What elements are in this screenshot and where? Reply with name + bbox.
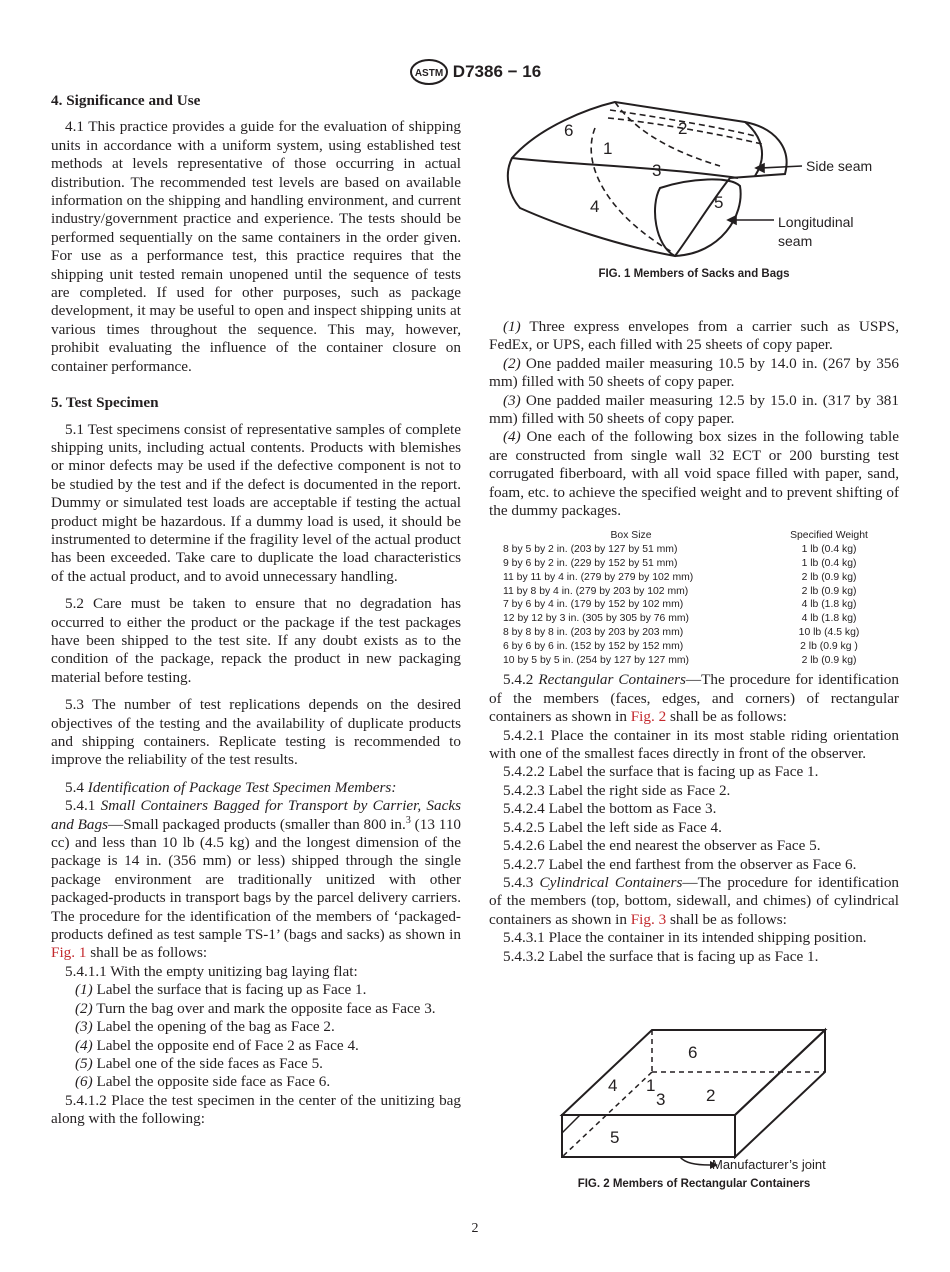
list-item xyxy=(51,1018,461,1036)
item-text: Label one of the side faces as Face 5. xyxy=(92,1054,323,1072)
item-number: (2) xyxy=(503,354,521,372)
box-size-cell: 10 by 5 by 5 in. (254 by 127 by 127 mm) xyxy=(503,654,689,666)
long-seam-arrowhead-icon xyxy=(728,216,736,224)
item-number: (5) xyxy=(75,1054,93,1072)
list-item xyxy=(489,392,899,429)
item-number: (2) xyxy=(75,999,93,1017)
face-1-label: 1 xyxy=(603,139,613,158)
item-number: (1) xyxy=(503,318,521,335)
section-4-heading: 4. Significance and Use xyxy=(51,92,201,109)
weight-cell: 2 lb (0.9 kg ) xyxy=(800,640,858,652)
joint-flap-line xyxy=(562,1115,580,1133)
box-size-cell: 8 by 8 by 8 in. (203 by 203 by 203 mm) xyxy=(503,627,684,639)
longitudinal-seam-label-1: Longitudinal xyxy=(778,214,854,230)
paragraph-5-1: 5.1 Test specimens consist of representative samples of complete shipping units, including actual contents. Products with blemishes or minor defects may be used if the defective component is not to be studied by the test and if the defect is documented in the report. Dummy or simulated test loads are acceptable if testing the actual product might be hazardous. If a dummy load is used, it should be instrumented to determine if the fragility level of the actual product has been exceeded. Take care to duplicate the load characteristics of the actual product, and to avoid unnecessary handling. xyxy=(51,420,461,585)
fig-3-link[interactable]: Fig. 3 xyxy=(630,910,667,928)
face-3-label: 3 xyxy=(652,161,662,180)
list-item xyxy=(51,1037,461,1055)
weight-cell: 4 lb (1.8 kg) xyxy=(801,613,857,625)
bag-outline xyxy=(508,102,787,256)
list-item xyxy=(51,981,461,999)
box-size-cell: 9 by 6 by 2 in. (229 by 152 by 51 mm) xyxy=(503,558,678,570)
page-header xyxy=(0,58,950,86)
box-size-cell: 6 by 6 by 6 in. (152 by 152 by 152 mm) xyxy=(503,640,684,652)
joint-leader-line xyxy=(680,1157,710,1165)
step-item: 5.4.2.1 Place the container in its most stable riding orientation with one of the smallest faces directly in front of the observer. xyxy=(489,726,899,763)
item-text: Label the opening of the bag as Face 2. xyxy=(92,1018,335,1036)
weight-cell: 2 lb (0.9 kg) xyxy=(801,571,857,583)
face-1-label: 1 xyxy=(646,1076,656,1095)
weight-cell: 2 lb (0.9 kg) xyxy=(801,654,857,666)
step-item: 5.4.3.1 Place the container in its intended shipping position. xyxy=(503,929,867,947)
weight-cell: 2 lb (0.9 kg) xyxy=(801,585,857,597)
item-text: One padded mailer measuring 10.5 by 14.0 in. (267 by 356 mm) filled with 50 sheets of copy paper. xyxy=(489,354,899,391)
side-seam-label: Side seam xyxy=(806,158,873,174)
logo-text: ASTM xyxy=(414,68,443,79)
clause-title: Rectangular Containers xyxy=(538,671,686,689)
clause-text: shall be as follows: xyxy=(666,910,787,928)
left-column xyxy=(51,92,461,1129)
box-front-face xyxy=(562,1115,735,1157)
item-number: (6) xyxy=(75,1073,93,1091)
clause-number: 5.4 xyxy=(65,778,88,796)
paragraph-5-4-3 xyxy=(489,874,899,929)
clause-title: Small Containers Bagged for Transport by Carrier, Sacks and Bags xyxy=(51,797,462,833)
clause-title: Identification of Package Test Specimen Members: xyxy=(87,778,397,796)
table-row xyxy=(489,585,899,599)
face-6-label: 6 xyxy=(688,1043,698,1062)
clause-text: shall be as follows: xyxy=(86,944,208,962)
face-4-label: 4 xyxy=(590,197,600,216)
item-number: (3) xyxy=(503,391,521,409)
weight-cell: 10 lb (4.5 kg) xyxy=(798,627,860,639)
clause-text: (13 110 cc) and less than 10 lb (4.5 kg) and the longest dimension of the package is 14 in. (356 mm) or less) shipped through the single package environment are traditionally unitized with other packaged-products in transport bags by the parcel delivery carriers. The procedure for the identification of the members of ‘packaged-products defined as test sample TS-1’ (bags and sacks) as shown in xyxy=(51,815,462,944)
face-3-label: 3 xyxy=(656,1090,666,1109)
step-item: 5.4.2.3 Label the right side as Face 2. xyxy=(503,781,731,799)
figure-2-box-diagram xyxy=(540,1025,870,1175)
step-item: 5.4.2.2 Label the surface that is facing up as Face 1. xyxy=(503,763,819,781)
item-text: Label the opposite end of Face 2 as Face 4. xyxy=(92,1036,359,1054)
clause-text: —The procedure for identification of the members (faces, edges, and corners) of rectangular containers as shown in xyxy=(489,671,899,726)
column-header-weight: Specified Weight xyxy=(790,530,868,542)
table-body xyxy=(489,543,899,667)
box-size-cell: 11 by 11 by 4 in. (279 by 279 by 102 mm) xyxy=(503,571,694,583)
item-number: (1) xyxy=(75,981,93,999)
bag-end-oval xyxy=(655,179,741,256)
table-row xyxy=(489,626,899,640)
table-row xyxy=(489,571,899,585)
face-4-label: 4 xyxy=(608,1076,618,1095)
box-size-cell: 7 by 6 by 4 in. (179 by 152 by 102 mm) xyxy=(503,599,684,611)
box-size-cell: 8 by 5 by 2 in. (203 by 127 by 51 mm) xyxy=(503,544,678,556)
clause-number: 5.4.3 xyxy=(503,873,540,891)
weight-cell: 4 lb (1.8 kg) xyxy=(801,599,857,611)
item-number: (4) xyxy=(503,428,521,446)
list-item xyxy=(489,355,899,392)
paragraph-5-4-2 xyxy=(489,671,899,726)
face-2-label: 2 xyxy=(678,119,688,138)
side-seam-arrow xyxy=(760,166,802,168)
list-item xyxy=(489,318,899,355)
table-header-row xyxy=(489,529,899,543)
side-seam-dashed xyxy=(615,102,720,166)
paragraph-5-3: 5.3 The number of test replications depends on the desired objectives of the testing and the availability of duplicate products and shipping containers. Replicate testing is recommended to improve the reliability of the test results. xyxy=(51,696,461,769)
clause-text: shall be as follows: xyxy=(666,708,787,726)
bag-label-list xyxy=(51,981,461,1091)
list-item xyxy=(51,1073,461,1091)
list-item xyxy=(51,1000,461,1018)
item-text: Three express envelopes from a carrier such as USPS, FedEx, or UPS, each filled with 25 sheets of copy paper. xyxy=(489,318,899,354)
paragraph-5-4-1-2: 5.4.1.2 Place the test specimen in the center of the unitizing bag along with the following: xyxy=(51,1091,461,1128)
cylindrical-steps xyxy=(489,929,899,966)
figure-1-bag-diagram xyxy=(500,96,900,264)
table-row xyxy=(489,543,899,557)
table-row xyxy=(489,612,899,626)
clause-title: Cylindrical Containers xyxy=(539,873,683,891)
step-item: 5.4.2.6 Label the end nearest the observer as Face 5. xyxy=(503,837,821,855)
fig-2-link[interactable]: Fig. 2 xyxy=(630,708,667,726)
weight-cell: 1 lb (0.4 kg) xyxy=(801,544,857,556)
step-item: 5.4.2.4 Label the bottom as Face 3. xyxy=(503,800,717,818)
table-row xyxy=(489,598,899,612)
box-size-cell: 12 by 12 by 3 in. (305 by 305 by 76 mm) xyxy=(503,613,689,625)
figure-2-caption: FIG. 2 Members of Rectangular Containers xyxy=(577,1178,811,1190)
page-number: 2 xyxy=(471,1221,479,1236)
clause-text: —Small packaged products (smaller than 800 in. xyxy=(108,815,406,833)
item-text: One padded mailer measuring 12.5 by 15.0 in. (317 by 381 mm) filled with 50 sheets of copy paper. xyxy=(489,391,899,428)
face-5-label: 5 xyxy=(714,193,724,212)
bag-front-edge xyxy=(512,158,738,178)
item-number: (4) xyxy=(75,1036,93,1054)
paragraph-5-4-1 xyxy=(51,797,461,963)
paragraph-4-1: 4.1 This practice provides a guide for the evaluation of shipping units in accordance with a uniform system, using established test methods at levels representative of those occurring in actual distribution. The recommended test levels are based on available information on the shipping and handling environment, and current industry/government practice and experience. The tests should be performed sequentially on the same containers in the order given. For use as a performance test, this practice requires that the shipping unit tested remain unopened until the sequence of tests are completed. If used for other purposes, such as package development, it may be useful to open and inspect shipping units at various times throughout the sequence. This may, however, prohibit evaluating the influence of the container closure on container performance. xyxy=(51,118,461,375)
rectangular-steps xyxy=(489,727,899,874)
astm-logo-icon xyxy=(409,58,449,86)
column-header-box-size: Box Size xyxy=(610,530,652,542)
longitudinal-seam-label-2: seam xyxy=(778,233,813,249)
paragraph-5-2: 5.2 Care must be taken to ensure that no degradation has occurred to either the product or the package if the test packages have been shipped to the test site. If any doubt exists as to the condition of the package, repack the product in new packaging material before testing. xyxy=(51,595,461,686)
item-number: (3) xyxy=(75,1018,93,1036)
superscript: 3 xyxy=(405,814,411,826)
clause-number: 5.4.2 xyxy=(503,671,539,689)
step-item: 5.4.3.2 Label the surface that is facing up as Face 1. xyxy=(503,947,819,965)
item-text: Label the surface that is facing up as Face 1. xyxy=(92,981,367,999)
face-2-label: 2 xyxy=(706,1086,716,1105)
figure-1-caption: FIG. 1 Members of Sacks and Bags xyxy=(598,268,790,280)
item-text: One each of the following box sizes in the following table are constructed from single wall 32 ECT or 200 bursting test corrugated fiberboard, with all void space filled with paper, sand, foam, etc. to achieve the specified weight and to prevent shifting of the dummy packages. xyxy=(489,428,899,520)
section-5-heading: 5. Test Specimen xyxy=(51,394,159,412)
box-size-table xyxy=(489,529,899,667)
box-size-cell: 11 by 8 by 4 in. (279 by 203 by 102 mm) xyxy=(503,585,689,597)
paragraph-5-4 xyxy=(51,779,461,797)
dummy-load-list xyxy=(489,318,899,520)
right-column xyxy=(489,318,899,966)
list-item xyxy=(489,428,899,520)
table-row xyxy=(489,654,899,668)
fig-1-link[interactable]: Fig. 1 xyxy=(51,944,87,962)
step-item: 5.4.2.7 Label the end farthest from the observer as Face 6. xyxy=(503,855,857,873)
clause-number: 5.4.1 xyxy=(65,797,101,815)
item-text: Turn the bag over and mark the opposite face as Face 3. xyxy=(92,999,436,1017)
document-designation: D7386 − 16 xyxy=(452,62,542,81)
table-row xyxy=(489,557,899,571)
clause-text: —The procedure for identification of the members (top, bottom, sidewall, and chimes) of cylindrical containers as shown in xyxy=(489,873,900,928)
manufacturers-joint-label: Manufacturer’s joint xyxy=(712,1157,826,1172)
item-text: Label the opposite side face as Face 6. xyxy=(92,1073,331,1091)
face-6-label: 6 xyxy=(564,121,574,140)
paragraph-5-4-1-1: 5.4.1.1 With the empty unitizing bag laying flat: xyxy=(65,962,358,980)
list-item xyxy=(51,1055,461,1073)
box-right-face xyxy=(735,1030,825,1157)
step-item: 5.4.2.5 Label the left side as Face 4. xyxy=(503,818,722,836)
weight-cell: 1 lb (0.4 kg) xyxy=(801,558,857,570)
face-5-label: 5 xyxy=(610,1128,620,1147)
table-row xyxy=(489,640,899,654)
